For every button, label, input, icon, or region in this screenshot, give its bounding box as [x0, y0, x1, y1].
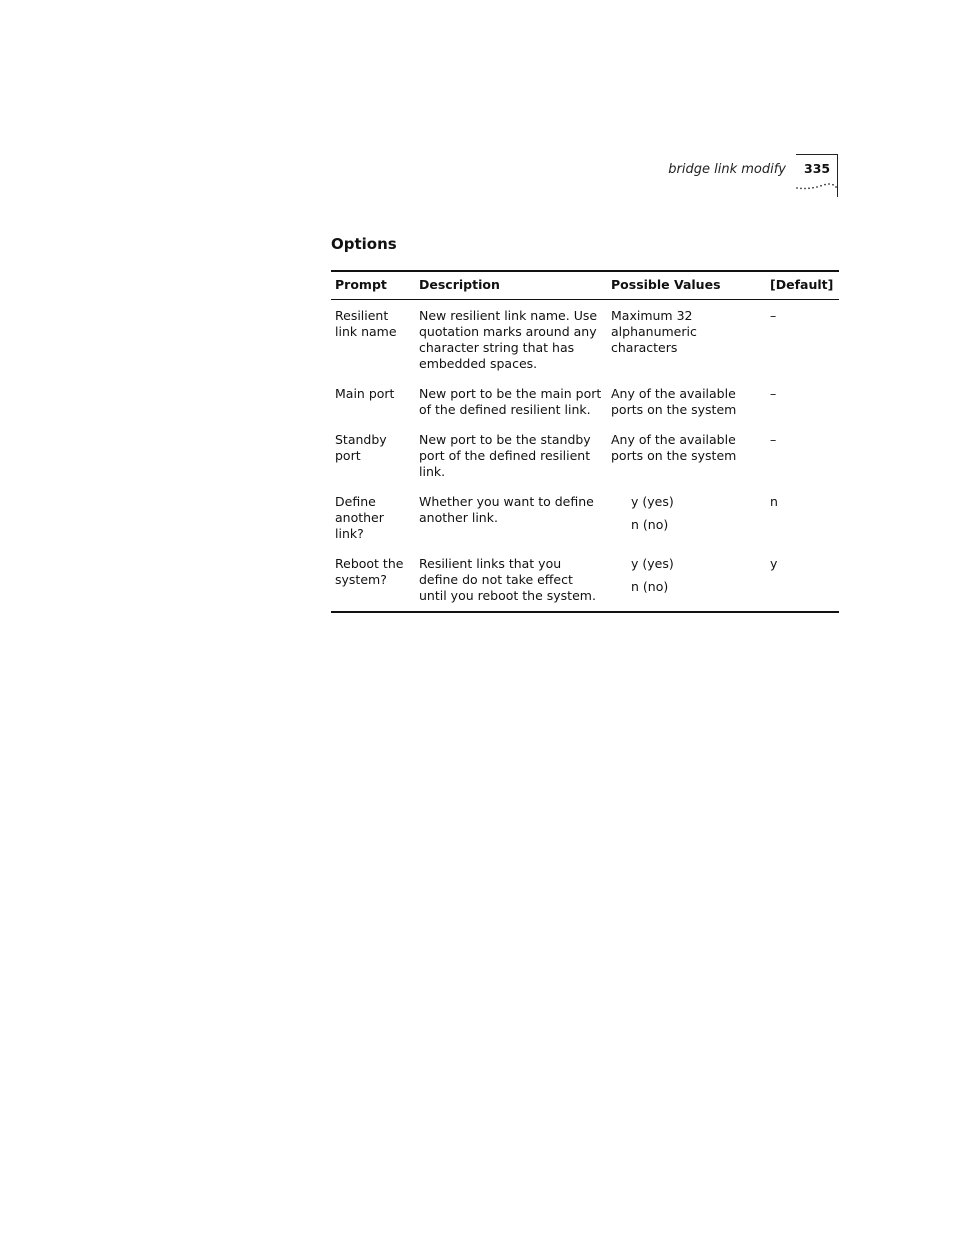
- cell-values: Any of the available ports on the system: [611, 386, 737, 417]
- table-row: [331, 487, 839, 549]
- cell-prompt: Standby port: [335, 432, 387, 463]
- cell-prompt: Define another link?: [335, 494, 384, 541]
- page-number-rule: [796, 154, 838, 155]
- value-option: n (no): [631, 579, 669, 594]
- page-number: 335: [804, 161, 831, 176]
- cell-description: New port to be the main port of the defined resilient link.: [419, 386, 602, 417]
- cell-description: New port to be the standby port of the defined resilient link.: [419, 432, 591, 479]
- cell-values: [607, 549, 766, 612]
- cell-default: –: [770, 432, 777, 447]
- cell-prompt: Resilient link name: [335, 308, 397, 339]
- running-header-title: bridge link modify: [668, 162, 786, 177]
- value-option: y (yes): [631, 556, 674, 571]
- table-row: [331, 300, 839, 380]
- table-row: [331, 425, 839, 487]
- cell-default: –: [770, 308, 777, 323]
- header-prompt: Prompt: [331, 271, 415, 300]
- options-table: [331, 270, 839, 613]
- table-header-row: [331, 271, 839, 300]
- cell-values: [607, 487, 766, 549]
- cell-description: New resilient link name. Use quotation marks around any character string that has embedded spaces.: [419, 308, 598, 371]
- cell-prompt: Main port: [335, 386, 395, 401]
- cell-description: Whether you want to define another link.: [419, 494, 594, 525]
- value-option: y (yes): [631, 494, 674, 509]
- page-dots-decoration: [795, 176, 839, 194]
- cell-description: Resilient links that you define do not take effect until you reboot the system.: [415, 549, 607, 612]
- cell-default: n: [770, 494, 778, 509]
- cell-default: –: [770, 386, 777, 401]
- value-option: n (no): [631, 517, 669, 532]
- table-row: [331, 379, 839, 425]
- section-title: Options: [331, 235, 397, 253]
- table-row: [331, 549, 839, 612]
- header-default: [Default]: [766, 271, 839, 300]
- header-description: Description: [415, 271, 607, 300]
- cell-default: y: [766, 549, 839, 612]
- header-possible-values: Possible Values: [607, 271, 766, 300]
- cell-values: Any of the available ports on the system: [611, 432, 737, 463]
- cell-prompt: Reboot the system?: [331, 549, 415, 612]
- cell-values: Maximum 32 alphanumeric characters: [611, 308, 697, 355]
